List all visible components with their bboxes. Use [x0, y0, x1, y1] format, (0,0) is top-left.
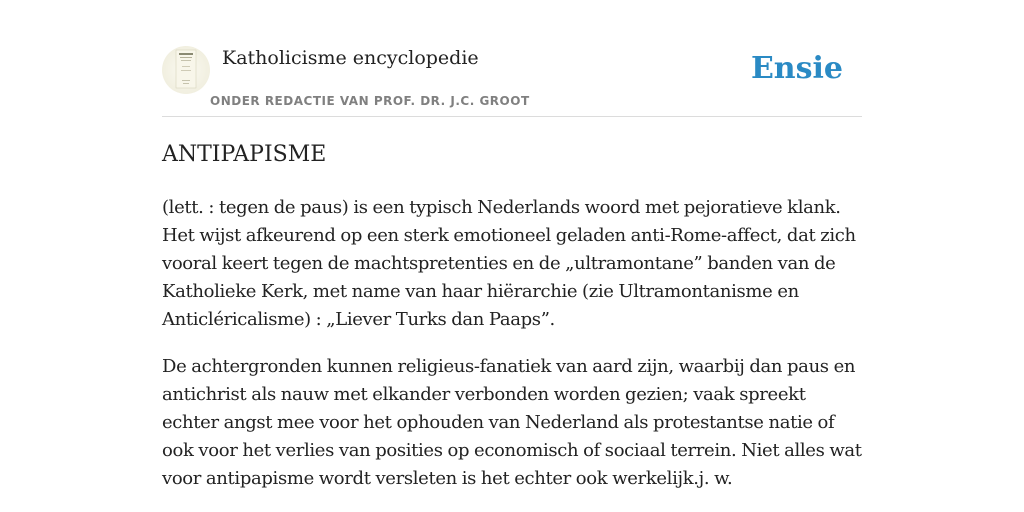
entry-paragraph: (lett. : tegen de paus) is een typisch Nederlands woord met pejoratieve klank. Het wijst afkeurend op een sterk emotioneel geladen anti-Rome-affect, dat zich vooral keert tegen de machtspretenties en de „ultramontane” banden van de Katholieke Kerk, met name van haar hiërarchie (zie Ultramontanisme en Anticléricalisme) : „Liever Turks dan Paaps”.: [162, 197, 856, 330]
book-cover-icon[interactable]: [162, 46, 210, 94]
publication-title[interactable]: Katholicisme encyclopedie: [222, 47, 479, 69]
publication-header: [162, 0, 862, 117]
entry-body: [162, 194, 862, 493]
ensie-logo-link[interactable]: Ensie: [750, 51, 843, 86]
entry-content: [162, 140, 862, 512]
entry-title: ANTIPAPISME: [162, 142, 327, 167]
entry-paragraph: De achtergronden kunnen religieus-fanatiek van aard zijn, waarbij dan paus en antichrist als nauw met elkander verbonden worden gezien; vaak spreekt echter angst mee voor het ophouden van Nederland als protestantse natie of ook voor het verlies van posities op economisch of sociaal terrein. Niet alles wat voor antipapisme wordt versleten is het echter ook werkelijk.j. w.: [162, 356, 862, 489]
publication-editor: ONDER REDACTIE VAN PROF. DR. J.C. GROOT: [210, 94, 530, 108]
